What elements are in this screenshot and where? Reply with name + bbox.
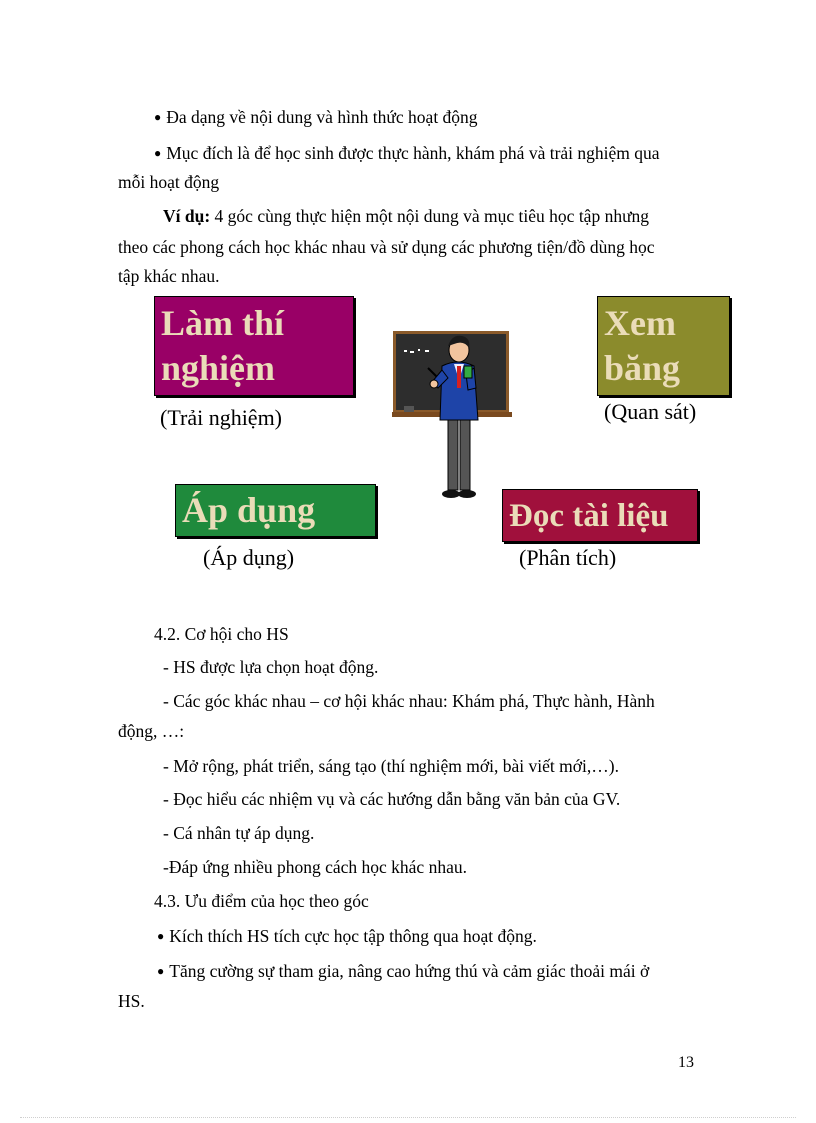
example-line: theo các phong cách học khác nhau và sử dụng các phương tiện/đồ dùng học bbox=[118, 237, 655, 257]
list-item: - HS được lựa chọn hoạt động. bbox=[163, 657, 379, 677]
list-item: - Mở rộng, phát triển, sáng tạo (thí nghiệm mới, bài viết mới,…). bbox=[163, 756, 619, 776]
corner-caption: (Trải nghiệm) bbox=[160, 405, 283, 430]
list-item: - Các góc khác nhau – cơ hội khác nhau: Khám phá, Thực hành, Hành bbox=[163, 691, 655, 711]
corner-box-watch bbox=[597, 296, 730, 396]
bullet-continuation: HS. bbox=[118, 991, 145, 1011]
corner-box-experiment bbox=[154, 296, 354, 396]
list-item: - Cá nhân tự áp dụng. bbox=[163, 823, 315, 843]
bullet-icon: ● bbox=[157, 964, 165, 978]
list-item: động, …: bbox=[118, 721, 185, 741]
page-number: 13 bbox=[678, 1054, 694, 1071]
bullet-item bbox=[157, 960, 649, 984]
bullet-text: Kích thích HS tích cực học tập thông qua hoạt động. bbox=[169, 926, 537, 946]
corner-caption: (Quan sát) bbox=[604, 399, 697, 424]
footer-divider bbox=[20, 1117, 796, 1118]
bullet-icon: ● bbox=[154, 110, 162, 124]
corner-box-apply bbox=[175, 484, 376, 537]
list-item: - Đọc hiểu các nhiệm vụ và các hướng dẫn bằng văn bản của GV. bbox=[163, 789, 621, 809]
bullet-item bbox=[157, 925, 537, 949]
section-heading: 4.3. Ưu điểm của học theo góc bbox=[154, 891, 369, 911]
corner-box-read bbox=[502, 489, 698, 542]
example-label: Ví dụ: bbox=[163, 206, 211, 226]
bullet-continuation: mỗi hoạt động bbox=[118, 172, 220, 192]
example-line: tập khác nhau. bbox=[118, 266, 220, 286]
bullet-item bbox=[154, 106, 478, 130]
corner-caption: (Phân tích) bbox=[519, 545, 617, 570]
bullet-text: Mục đích là để học sinh được thực hành, khám phá và trải nghiệm qua bbox=[166, 143, 660, 163]
section-heading: 4.2. Cơ hội cho HS bbox=[154, 624, 289, 644]
corner-title: Xem bbox=[604, 303, 676, 343]
corner-title: Đọc tài liệu bbox=[509, 498, 669, 534]
corner-title: băng bbox=[604, 348, 681, 388]
list-item: -Đáp ứng nhiều phong cách học khác nhau. bbox=[163, 857, 467, 877]
corner-title: nghiệm bbox=[161, 348, 276, 388]
bullet-text: Tăng cường sự tham gia, nâng cao hứng thú và cảm giác thoải mái ở bbox=[169, 961, 650, 981]
corner-title: Áp dụng bbox=[182, 490, 316, 530]
example-text: 4 góc cùng thực hiện một nội dung và mục tiêu học tập nhưng bbox=[210, 206, 650, 226]
bullet-icon: ● bbox=[157, 929, 165, 943]
corner-title: Làm thí bbox=[161, 303, 285, 343]
teacher-at-blackboard-icon bbox=[392, 330, 514, 506]
bullet-text: Đa dạng về nội dung và hình thức hoạt động bbox=[166, 107, 478, 127]
bullet-icon: ● bbox=[154, 146, 162, 160]
corner-caption: (Áp dụng) bbox=[203, 545, 295, 570]
bullet-item bbox=[154, 142, 696, 166]
example-line bbox=[163, 205, 649, 227]
